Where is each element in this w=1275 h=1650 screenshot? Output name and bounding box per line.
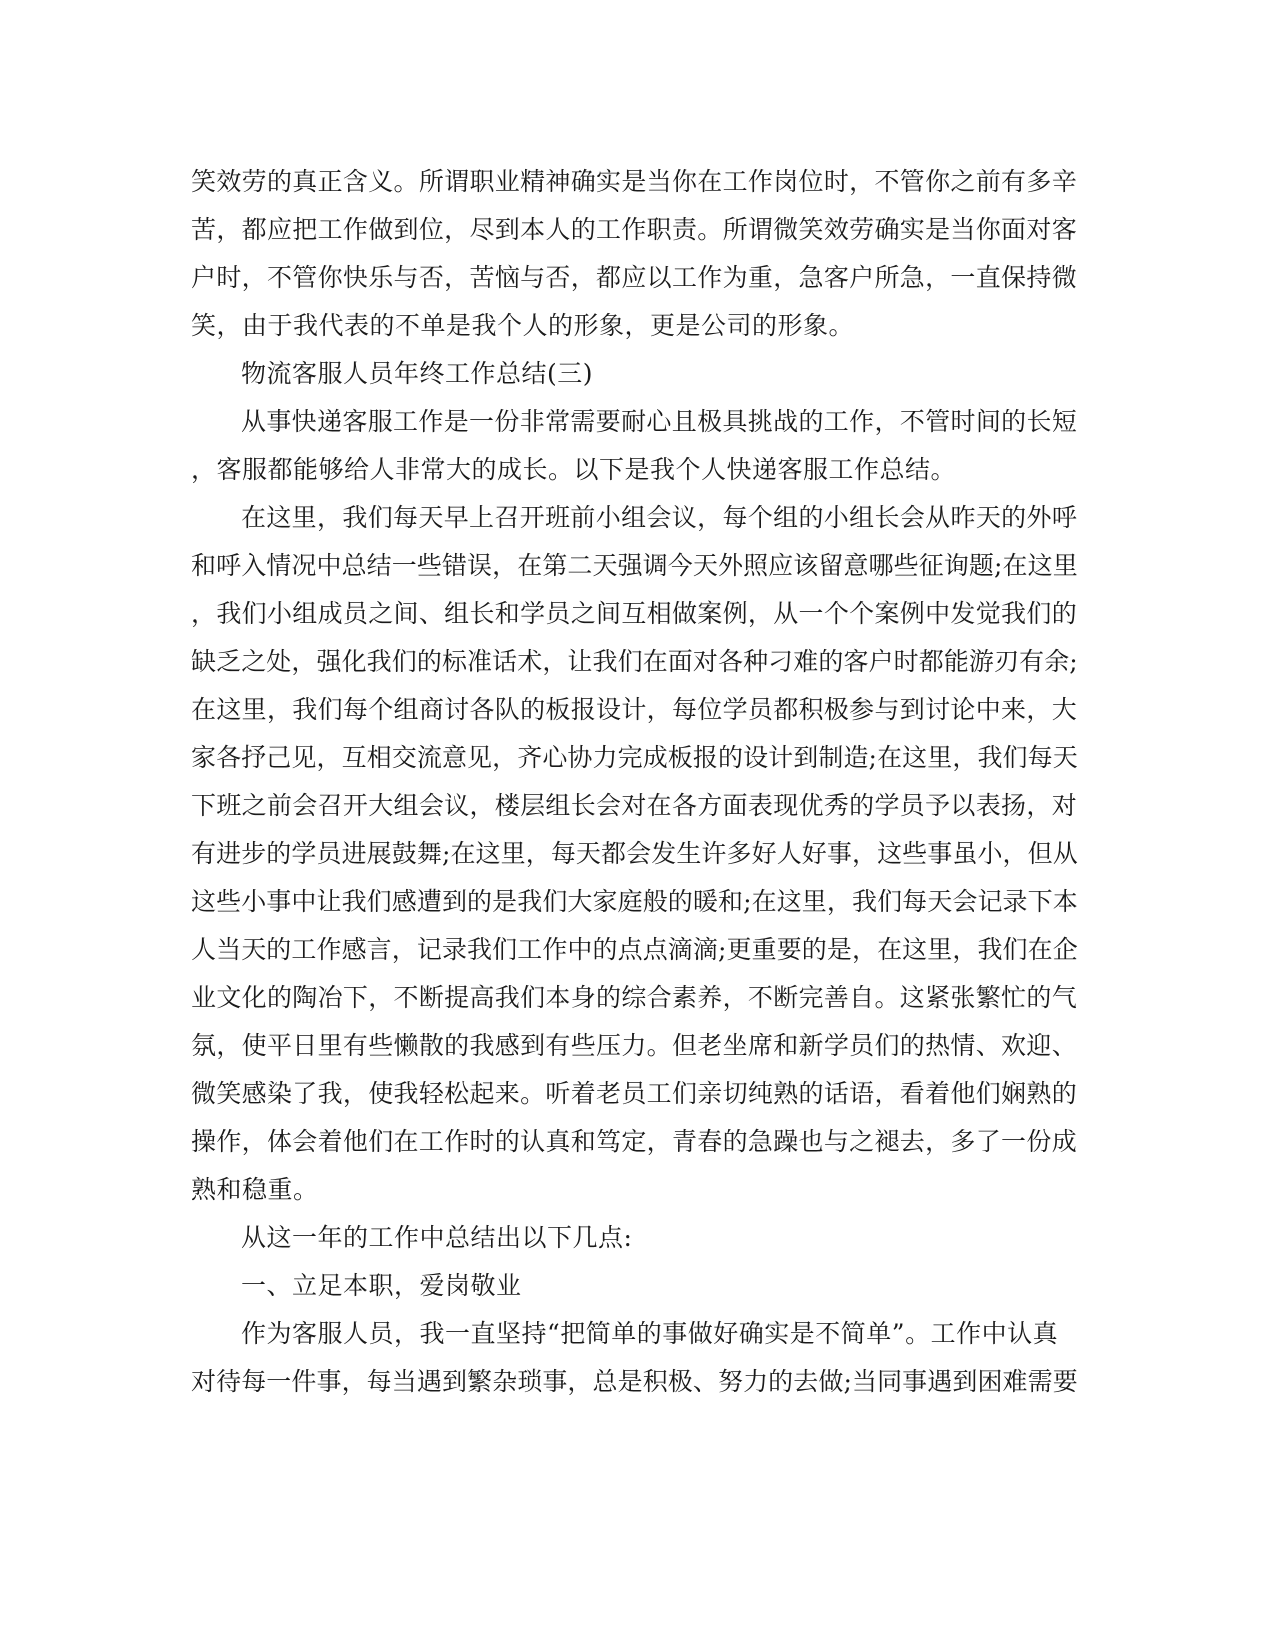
document-body xyxy=(191,158,1081,1406)
text-line: 苦，都应把工作做到位，尽到本人的工作职责。所谓微笑效劳确实是当你面对客 xyxy=(191,215,1078,244)
text-line: 熟和稳重。 xyxy=(191,1175,319,1204)
text-line: 从事快递客服工作是一份非常需要耐心且极具挑战的工作，不管时间的长短 xyxy=(241,407,1078,436)
text-line: 家各抒己见，互相交流意见，齐心协力完成板报的设计到制造;在这里，我们每天 xyxy=(191,743,1078,772)
text-line: 笑，由于我代表的不单是我个人的形象，更是公司的形象。 xyxy=(191,311,855,340)
text-line: 业文化的陶冶下，不断提高我们本身的综合素养，不断完善自。这紧张繁忙的气 xyxy=(191,983,1078,1012)
text-line: 从这一年的工作中总结出以下几点: xyxy=(241,1223,633,1252)
text-line: ，客服都能够给人非常大的成长。以下是我个人快递客服工作总结。 xyxy=(191,455,957,484)
text-line: 有进步的学员进展鼓舞;在这里，每天都会发生许多好人好事，这些事虽小，但从 xyxy=(191,839,1078,868)
text-line: 下班之前会召开大组会议，楼层组长会对在各方面表现优秀的学员予以表扬，对 xyxy=(191,791,1078,820)
text-line: 对待每一件事，每当遇到繁杂琐事，总是积极、努力的去做;当同事遇到困难需要 xyxy=(191,1367,1078,1396)
text-line: ，我们小组成员之间、组长和学员之间互相做案例，从一个个案例中发觉我们的 xyxy=(191,599,1078,628)
text-line: 这些小事中让我们感遭到的是我们大家庭般的暖和;在这里，我们每天会记录下本 xyxy=(191,887,1078,916)
text-line: 笑效劳的真正含义。所谓职业精神确实是当你在工作岗位时，不管你之前有多辛 xyxy=(191,167,1078,196)
text-line: 和呼入情况中总结一些错误，在第二天强调今天外照应该留意哪些征询题;在这里 xyxy=(191,551,1078,580)
text-line: 作为客服人员，我一直坚持“把简单的事做好确实是不简单”。工作中认真 xyxy=(241,1319,1059,1348)
text-line: 人当天的工作感言，记录我们工作中的点点滴滴;更重要的是，在这里，我们在企 xyxy=(191,935,1078,964)
text-line: 物流客服人员年终工作总结(三) xyxy=(241,359,594,388)
text-line: 在这里，我们每天早上召开班前小组会议，每个组的小组长会从昨天的外呼 xyxy=(241,503,1078,532)
text-line: 缺乏之处，强化我们的标准话术，让我们在面对各种刁难的客户时都能游刃有余; xyxy=(191,647,1078,676)
text-line: 氛，使平日里有些懒散的我感到有些压力。但老坐席和新学员们的热情、欢迎、 xyxy=(191,1031,1078,1060)
text-line: 微笑感染了我，使我轻松起来。听着老员工们亲切纯熟的话语，看着他们娴熟的 xyxy=(191,1079,1078,1108)
text-line: 一、立足本职，爱岗敬业 xyxy=(241,1271,522,1300)
text-line: 操作，体会着他们在工作时的认真和笃定，青春的急躁也与之褪去，多了一份成 xyxy=(191,1127,1078,1156)
text-line: 户时，不管你快乐与否，苦恼与否，都应以工作为重，急客户所急，一直保持微 xyxy=(191,263,1078,292)
text-line: 在这里，我们每个组商讨各队的板报设计，每位学员都积极参与到讨论中来，大 xyxy=(191,695,1078,724)
